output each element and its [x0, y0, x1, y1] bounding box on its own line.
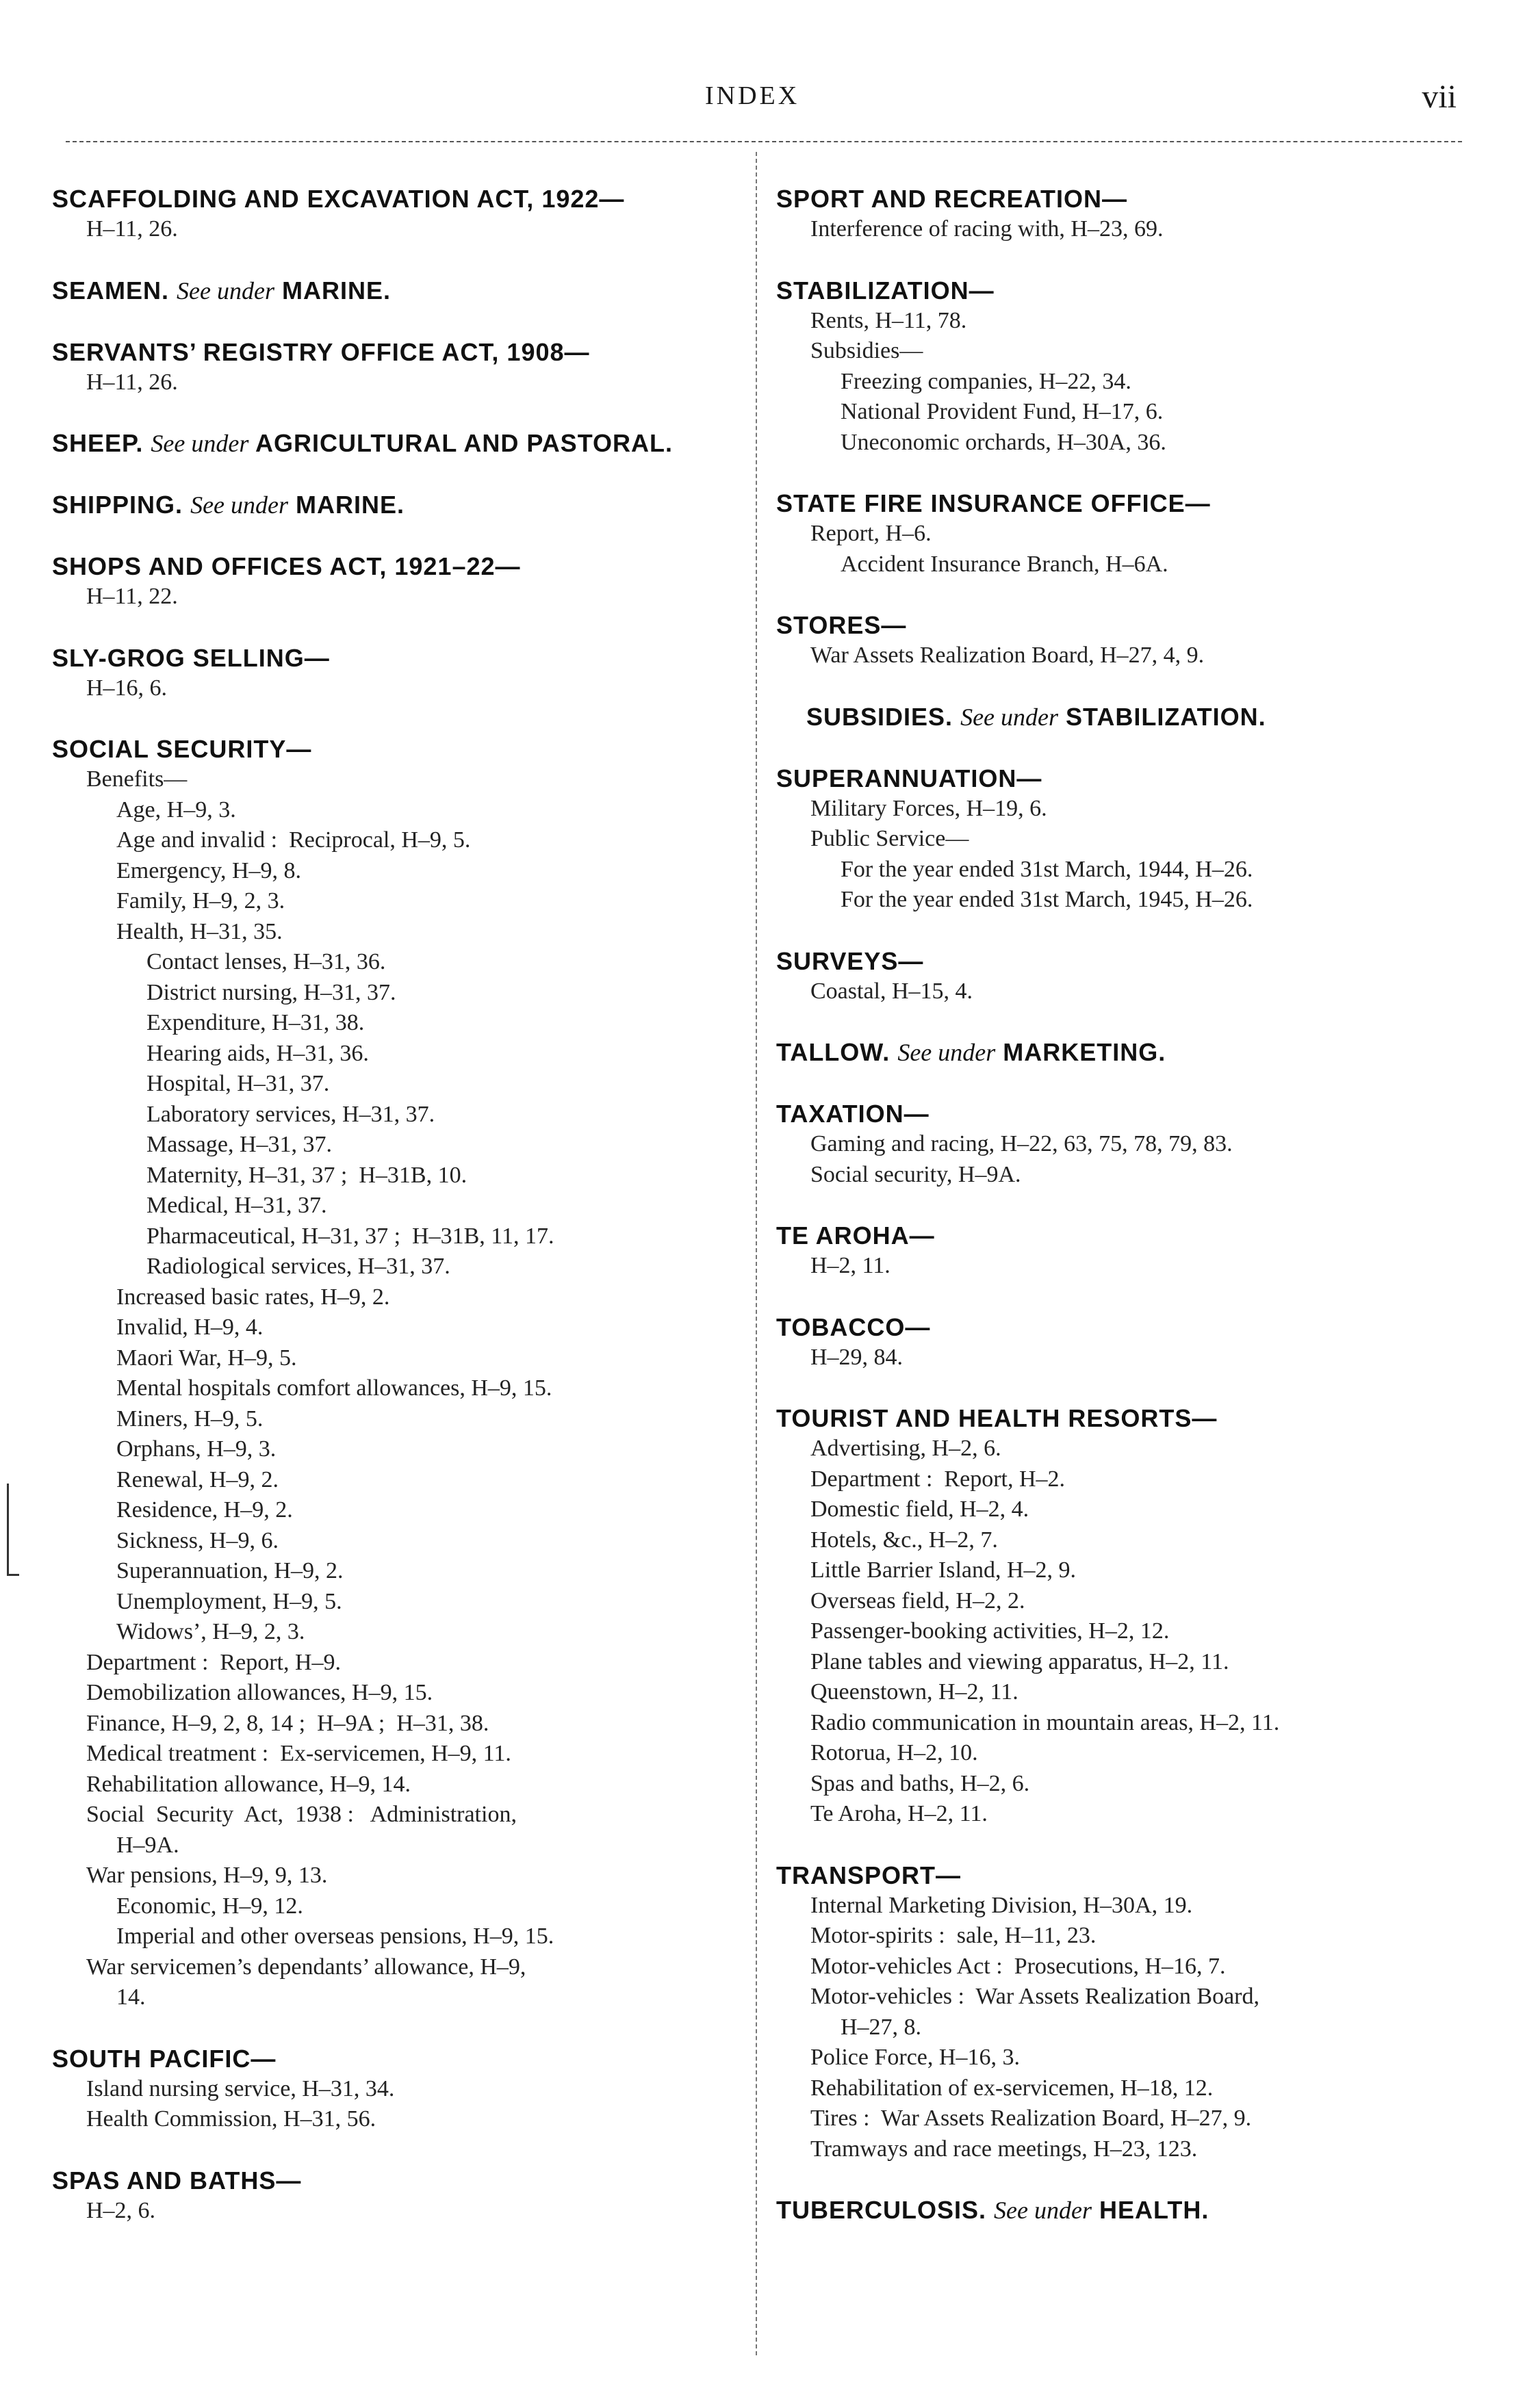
subentry-line: Domestic field, H–2, 4. [810, 1497, 1029, 1522]
index-entry-te-aroha [776, 1220, 1461, 1282]
cross-reference-target: MARINE. [296, 491, 405, 519]
sub-subentry-line: For the year ended 31st March, 1945, H–26. [841, 887, 1253, 912]
entry-heading [52, 337, 743, 367]
subentry-line: Radio communication in mountain areas, H–2, 11. [810, 1709, 1280, 1735]
sub-subentry-line: Residence, H–9, 2. [116, 1497, 293, 1523]
index-entry-servants-registry-office-act-1908 [52, 337, 743, 398]
sub-subentry-line: District nursing, H–31, 37. [146, 979, 396, 1005]
subentry-line: Social Security Act, 1938 : Administration, [86, 1802, 517, 1827]
subentry-line: Motor-spirits : sale, H–11, 23. [810, 1923, 1097, 1948]
entry-heading-text: SEAMEN. [52, 276, 170, 305]
subentry-line: Military Forces, H–19, 6. [810, 795, 1047, 821]
subentry-line: Subsidies— [810, 338, 923, 363]
subentry-line: Rents, H–11, 78. [810, 307, 967, 333]
index-entry-sly-grog-selling [52, 643, 743, 704]
sub-subentry-line: Accident Insurance Branch, H–6A. [841, 551, 1168, 577]
see-under-reference: See under [177, 276, 274, 305]
subentry-line: H–29, 84. [810, 1344, 904, 1370]
entry-heading-text: TOURIST AND HEALTH RESORTS— [776, 1404, 1218, 1432]
entry-heading [52, 183, 743, 214]
subentry-line: Advertising, H–2, 6. [810, 1436, 1001, 1461]
page-number: vii [1422, 79, 1457, 115]
margin-bracket-tick [7, 1574, 19, 1576]
index-entry-taxation [776, 1098, 1461, 1190]
entry-heading-text: TUBERCULOSIS. [776, 2196, 987, 2224]
sub-subentry-line: For the year ended 31st March, 1944, H–26. [841, 856, 1253, 882]
sub-subentry-line: H–9A. [116, 1832, 179, 1858]
entry-heading-text: SPORT AND RECREATION— [776, 185, 1128, 213]
subentry-line: H–11, 22. [86, 584, 178, 609]
index-entry-transport [776, 1860, 1461, 2165]
entry-heading-text: SLY-GROG SELLING— [52, 643, 330, 672]
entry-heading-text: SHIPPING. [52, 491, 183, 519]
sub-subentry-line: H–27, 8. [841, 2014, 922, 2040]
sub-subentry-line: Hearing aids, H–31, 36. [146, 1040, 369, 1066]
entry-heading-text: SCAFFOLDING AND EXCAVATION ACT, 1922— [52, 185, 625, 213]
subentry-line: Te Aroha, H–2, 11. [810, 1801, 988, 1826]
entry-heading [776, 1312, 1461, 1343]
sub-subentry-line: Invalid, H–9, 4. [116, 1315, 264, 1340]
subentry-line: Internal Marketing Division, H–30A, 19. [810, 1892, 1193, 1918]
subentry-line: Plane tables and viewing apparatus, H–2, 11. [810, 1648, 1229, 1674]
subentry-line: H–11, 26. [86, 369, 178, 395]
entry-heading-text: STORES— [776, 611, 907, 639]
sub-subentry-line: Contact lenses, H–31, 36. [146, 949, 386, 974]
sub-subentry-line: Uneconomic orchards, H–30A, 36. [841, 429, 1166, 455]
entry-heading-text: SHEEP. [52, 429, 144, 457]
index-entry-state-fire-insurance-office [776, 488, 1461, 580]
subentry-line: Little Barrier Island, H–2, 9. [810, 1557, 1077, 1583]
entry-heading-text: SUPERANNUATION— [776, 764, 1042, 792]
sub-subentry-line: National Provident Fund, H–17, 6. [841, 399, 1164, 424]
left-column [52, 183, 743, 2256]
entry-heading-text: SOCIAL SECURITY— [52, 735, 312, 763]
entry-heading [52, 489, 743, 521]
entry-heading-text: TE AROHA— [776, 1221, 935, 1250]
entry-heading-text: TRANSPORT— [776, 1861, 961, 1889]
sub-subentry-line: Sickness, H–9, 6. [116, 1527, 279, 1553]
subentry-line: H–16, 6. [86, 675, 168, 701]
entry-heading [776, 488, 1461, 519]
subentry-line: Benefits— [86, 766, 188, 792]
subentry-line: Public Service— [810, 826, 969, 851]
sub-subentry-line: Emergency, H–9, 8. [116, 857, 302, 883]
subentry-line: Department : Report, H–2. [810, 1466, 1066, 1492]
entry-heading-text: TAXATION— [776, 1100, 930, 1128]
subentry-line: Health Commission, H–31, 56. [86, 2106, 376, 2132]
subentry-line: H–2, 6. [86, 2197, 156, 2223]
entry-heading-text: SURVEYS— [776, 946, 924, 975]
entry-heading [52, 2165, 743, 2196]
index-entry-stabilization [776, 275, 1461, 458]
sub-subentry-line: Unemployment, H–9, 5. [116, 1588, 342, 1614]
entry-heading [776, 701, 1461, 733]
subentry-line: Report, H–6. [810, 521, 932, 546]
entry-heading [776, 183, 1461, 214]
subentry-line: Rehabilitation allowance, H–9, 14. [86, 1771, 411, 1797]
entry-heading-text: STATE FIRE INSURANCE OFFICE— [776, 489, 1211, 517]
entry-heading [52, 734, 743, 764]
entry-heading [776, 1860, 1461, 1891]
header-rule [66, 141, 1462, 142]
subentry-line: Department : Report, H–9. [86, 1649, 342, 1675]
index-entry-surveys [776, 946, 1461, 1007]
entry-heading [776, 610, 1461, 640]
subentry-line: Passenger-booking activities, H–2, 12. [810, 1618, 1170, 1644]
margin-bracket [7, 1484, 9, 1576]
sub-subentry-line: Renewal, H–9, 2. [116, 1466, 279, 1492]
sub-subentry-line: Maternity, H–31, 37 ; H–31B, 10. [146, 1162, 467, 1188]
sub-subentry-line: Laboratory services, H–31, 37. [146, 1101, 435, 1127]
subentry-line: Rehabilitation of ex-servicemen, H–18, 12. [810, 2075, 1214, 2101]
entry-heading [776, 946, 1461, 976]
entry-heading-text: STABILIZATION— [776, 276, 995, 305]
entry-heading [776, 2195, 1461, 2226]
subentry-line: Social security, H–9A. [810, 1161, 1021, 1187]
sub-subentry-line: Economic, H–9, 12. [116, 1893, 303, 1919]
see-under-reference: See under [897, 1039, 996, 1066]
subentry-line: Medical treatment : Ex-servicemen, H–9, 11. [86, 1741, 511, 1766]
sub-subentry-line: Medical, H–31, 37. [146, 1193, 327, 1218]
index-entry-tobacco [776, 1312, 1461, 1373]
subentry-line: Motor-vehicles : War Assets Realization Board, [810, 1984, 1259, 2009]
sub-subentry-line: Radiological services, H–31, 37. [146, 1254, 450, 1279]
sub-subentry-line: Superannuation, H–9, 2. [116, 1558, 344, 1583]
subentry-line: Hotels, &c., H–2, 7. [810, 1527, 998, 1553]
index-entry-south-pacific [52, 2043, 743, 2135]
subentry-line: Queenstown, H–2, 11. [810, 1679, 1018, 1705]
column-divider [756, 152, 757, 2355]
page-title: INDEX [705, 81, 800, 110]
entry-heading-text: SHOPS AND OFFICES ACT, 1921–22— [52, 552, 521, 580]
index-entry-tuberculosis [776, 2195, 1461, 2226]
sub-subentry-line: Increased basic rates, H–9, 2. [116, 1284, 390, 1310]
sub-subentry-line: Widows’, H–9, 2, 3. [116, 1619, 305, 1644]
sub-subentry-line: Freezing companies, H–22, 34. [841, 368, 1131, 394]
subentry-line: Finance, H–9, 2, 8, 14 ; H–9A ; H–31, 38. [86, 1710, 489, 1736]
cross-reference-target: AGRICULTURAL AND PASTORAL. [255, 429, 674, 457]
sub-subentry-line: Miners, H–9, 5. [116, 1406, 264, 1432]
index-entry-sheep [52, 428, 743, 459]
sub-subentry-line: Pharmaceutical, H–31, 37 ; H–31B, 11, 17. [146, 1223, 554, 1249]
index-entry-spas-and-baths [52, 2165, 743, 2227]
cross-reference-target: HEALTH. [1099, 2196, 1209, 2224]
subentry-line: Motor-vehicles Act : Prosecutions, H–16, 7. [810, 1953, 1226, 1979]
index-entry-scaffolding-and-excavation-act-1922 [52, 183, 743, 245]
subentry-line: War Assets Realization Board, H–27, 4, 9. [810, 643, 1205, 668]
entry-heading [52, 551, 743, 582]
entry-heading-text: TALLOW. [776, 1038, 890, 1066]
index-entry-subsidies [776, 701, 1461, 733]
subentry-line: Coastal, H–15, 4. [810, 978, 973, 1004]
subentry-line: Island nursing service, H–31, 34. [86, 2075, 395, 2101]
subentry-line: Interference of racing with, H–23, 69. [810, 216, 1164, 242]
entry-heading-text: SOUTH PACIFIC— [52, 2044, 277, 2073]
subentry-line: Tramways and race meetings, H–23, 123. [810, 2136, 1198, 2162]
entry-heading [776, 1220, 1461, 1251]
subentry-line: Demobilization allowances, H–9, 15. [86, 1680, 433, 1705]
entry-heading [776, 1037, 1461, 1068]
see-under-reference: See under [151, 430, 249, 457]
entry-heading [776, 1403, 1461, 1434]
sub-subentry-line: Massage, H–31, 37. [146, 1132, 333, 1157]
index-entry-superannuation [776, 763, 1461, 916]
entry-heading-text: SUBSIDIES. [806, 702, 953, 731]
entry-heading [776, 1098, 1461, 1129]
entry-heading [776, 763, 1461, 794]
subentry-line: H–2, 11. [810, 1253, 890, 1278]
entry-heading-text: SPAS AND BATHS— [52, 2166, 302, 2195]
right-column [776, 183, 1461, 2256]
entry-heading-text: SERVANTS’ REGISTRY OFFICE ACT, 1908— [52, 337, 590, 366]
sub-subentry-line: Imperial and other overseas pensions, H–9, 15. [116, 1924, 554, 1949]
entry-heading [52, 2043, 743, 2074]
subentry-line: War pensions, H–9, 9, 13. [86, 1863, 328, 1888]
subentry-line: Rotorua, H–2, 10. [810, 1740, 978, 1765]
sub-subentry-line: 14. [116, 1984, 146, 2010]
sub-subentry-line: Mental hospitals comfort allowances, H–9, 15. [116, 1375, 552, 1401]
entry-heading-text: TOBACCO— [776, 1312, 931, 1341]
entry-heading [52, 643, 743, 673]
subentry-line: Overseas field, H–2, 2. [810, 1588, 1025, 1614]
subentry-line: Police Force, H–16, 3. [810, 2045, 1020, 2070]
see-under-reference: See under [190, 491, 289, 519]
cross-reference-target: MARINE. [282, 276, 392, 305]
index-entry-stores [776, 610, 1461, 671]
index-entry-seamen [52, 275, 743, 307]
cross-reference-target: MARKETING. [1003, 1038, 1166, 1066]
sub-subentry-line: Health, H–31, 35. [116, 918, 283, 944]
index-entry-shops-and-offices-act-1921-22 [52, 551, 743, 612]
page-header [0, 81, 1525, 122]
subentry-line: Gaming and racing, H–22, 63, 75, 78, 79, 83. [810, 1131, 1233, 1156]
see-under-reference: See under [994, 2197, 1092, 2224]
index-entry-shipping [52, 489, 743, 521]
sub-subentry-line: Age, H–9, 3. [116, 797, 236, 823]
index-entry-social-security [52, 734, 743, 2013]
subentry-line: War servicemen’s dependants’ allowance, H–9, [86, 1954, 526, 1980]
sub-subentry-line: Age and invalid : Reciprocal, H–9, 5. [116, 827, 471, 853]
entry-heading [52, 275, 743, 307]
see-under-reference: See under [960, 703, 1059, 731]
index-entry-sport-and-recreation [776, 183, 1461, 245]
entry-heading [52, 428, 743, 459]
subentry-line: H–11, 26. [86, 216, 178, 242]
subentry-line: Spas and baths, H–2, 6. [810, 1770, 1030, 1796]
sub-subentry-line: Orphans, H–9, 3. [116, 1436, 277, 1462]
subentry-line: Tires : War Assets Realization Board, H–27, 9. [810, 2106, 1252, 2131]
entry-heading [776, 275, 1461, 306]
sub-subentry-line: Family, H–9, 2, 3. [116, 888, 285, 914]
index-entry-tallow [776, 1037, 1461, 1068]
index-entry-tourist-and-health-resorts [776, 1403, 1461, 1830]
sub-subentry-line: Hospital, H–31, 37. [146, 1071, 330, 1096]
sub-subentry-line: Expenditure, H–31, 38. [146, 1010, 365, 1035]
cross-reference-target: STABILIZATION. [1066, 702, 1266, 731]
sub-subentry-line: Maori War, H–9, 5. [116, 1345, 297, 1371]
